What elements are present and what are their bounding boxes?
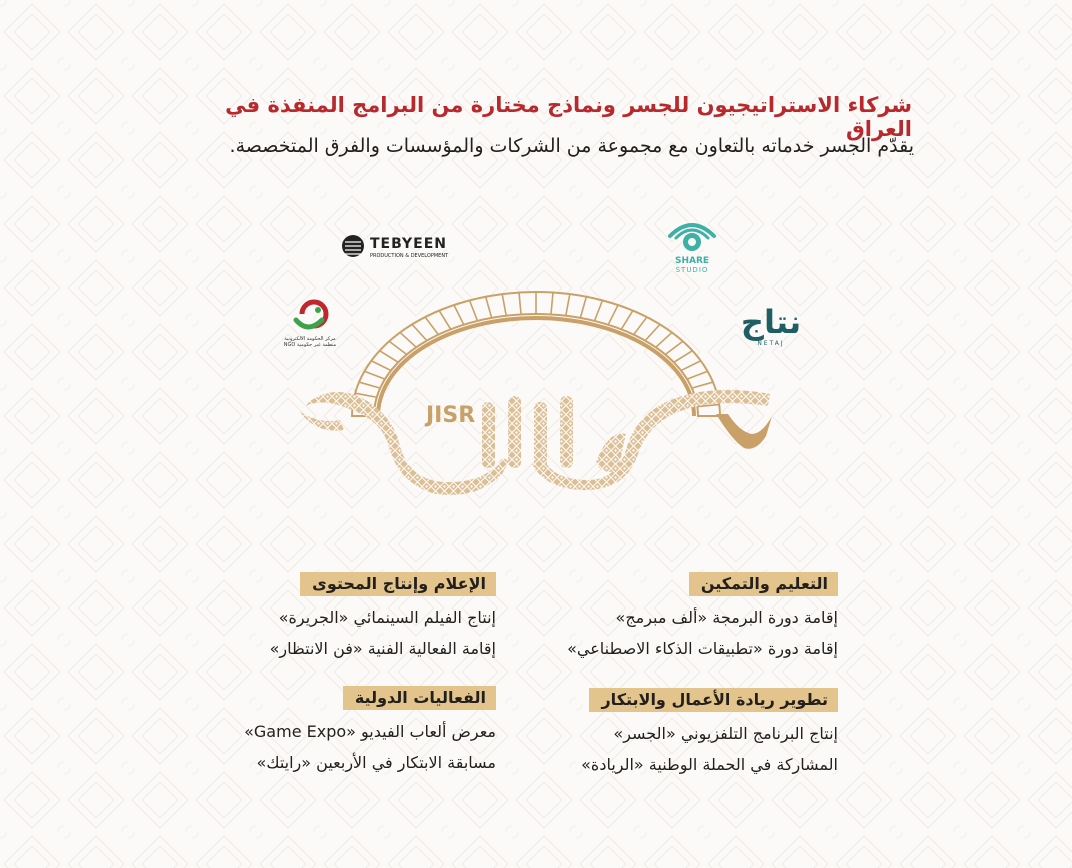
list-item: إنتاج البرنامج التلفزيوني «الجسر»	[613, 724, 838, 743]
share-studio-line1: SHARE	[674, 256, 710, 266]
jisr-emblem	[296, 284, 776, 510]
section-international	[244, 686, 496, 778]
share-studio-eye-icon	[664, 216, 720, 256]
list-item: إقامة دورة البرمجة «ألف مبرمج»	[615, 608, 838, 627]
list-item: إقامة دورة «تطبيقات الذكاء الاصطناعي»	[567, 639, 838, 658]
list-item: المشاركة في الحملة الوطنية «الريادة»	[581, 755, 838, 774]
section-entrepreneurship	[581, 688, 838, 780]
egov-caption: مركز الحكومة الالكترونية منظمة غير حكومية NGO	[283, 336, 337, 348]
section-heading-international: الفعاليات الدولية	[343, 686, 496, 710]
page-subtitle: يقدّم الجسر خدماته بالتعاون مع مجموعة من الشركات والمؤسسات والفرق المتخصصة.	[229, 135, 914, 157]
section-education	[567, 572, 838, 664]
tebyeen-tagline: PRODUCTION & DEVELOPMENT	[370, 253, 449, 259]
list-item: معرض ألعاب الفيديو «Game Expo»	[244, 722, 496, 741]
share-studio-logo	[664, 216, 720, 275]
tebyeen-name: TEBYEEN	[370, 236, 447, 252]
list-item: مسابقة الابتكار في الأربعين «رايتك»	[256, 753, 496, 772]
netaj-latin: NETAJ	[757, 340, 785, 347]
share-studio-line2: STUDIO	[675, 266, 709, 274]
list-item: إقامة الفعالية الفنية «فن الانتظار»	[269, 639, 496, 658]
page-title: شركاء الاستراتيجيون للجسر ونماذج مختارة من البرامج المنفذة في العراق	[225, 93, 912, 141]
section-heading-media: الإعلام وإنتاج المحتوى	[300, 572, 496, 596]
netaj-arabic: نتاج	[740, 303, 802, 341]
tebyeen-logo	[340, 232, 448, 262]
section-heading-education: التعليم والتمكين	[689, 572, 838, 596]
section-heading-entrepreneurship: تطوير ريادة الأعمال والابتكار	[589, 688, 838, 712]
jisr-latin-wordmark: JISR	[426, 403, 476, 428]
list-item: إنتاج الفيلم السينمائي «الجريرة»	[278, 608, 496, 627]
section-media	[270, 572, 496, 664]
